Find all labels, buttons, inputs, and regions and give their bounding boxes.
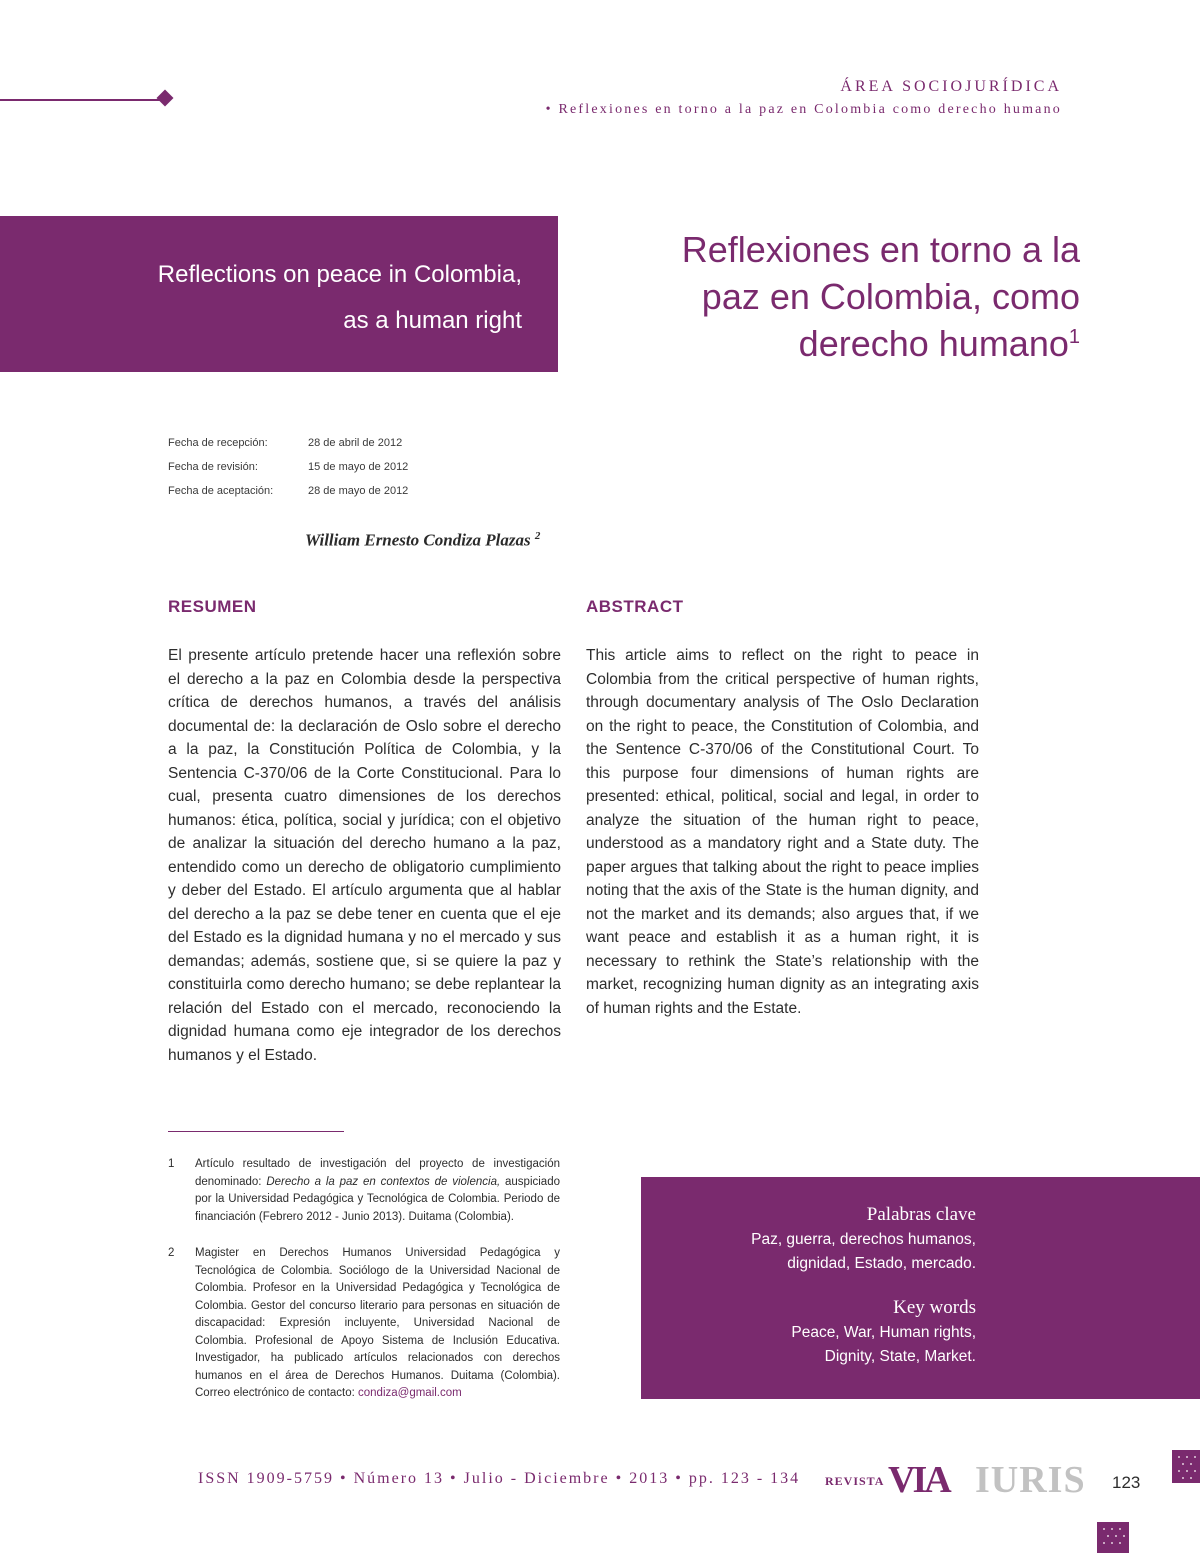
english-title-line-2: as a human right <box>343 307 522 334</box>
author-name: William Ernesto Condiza Plazas <box>305 530 531 550</box>
english-title-line-1: Reflections on peace in Colombia, <box>157 261 522 288</box>
footnote-text-part: Magister en Derechos Humanos Universidad Pedagógica y Tecnológica de Colombia. Sociólogo de la Universidad Nacional de Colombia. Profesor en la Universidad Pedagógica y Tecnológica de Colombia. Gestor del concurso literario para personas en situación de discapacidad: Expresión incluyente, Universidad Nacional de Colombia. Profesional de Apoyo Sistema de Inclusión Educativa. Investigador, ha publicado artículos relacionados con derechos humanos en el área de Derechos Humanos. Duitama (Colombia). Correo electrónico de contacto: <box>195 1247 560 1399</box>
spanish-title-line-1: Reflexiones en torno a la <box>681 229 1080 270</box>
journal-logo-via: VIA <box>888 1459 949 1501</box>
date-label: Fecha de recepción: <box>168 437 268 449</box>
date-label: Fecha de aceptación: <box>168 485 274 497</box>
page-number: 123 <box>1112 1473 1141 1492</box>
date-revised-row <box>168 461 408 473</box>
date-accepted-row <box>168 485 408 497</box>
date-received-row <box>168 437 402 449</box>
footnote-project-title: Derecho a la paz en contextos de violencia, <box>266 1175 501 1188</box>
contact-email-link[interactable]: condiza@gmail.com <box>358 1387 462 1399</box>
footnote-2 <box>168 1245 560 1403</box>
issn-line: ISSN 1909-5759 • Número 13 • Julio - Diciembre • 2013 • pp. 123 - 134 <box>198 1470 801 1487</box>
revista-label: REVISTA <box>825 1474 885 1488</box>
keywords-es <box>646 1228 976 1275</box>
footnote-text <box>195 1156 560 1226</box>
author-line <box>305 530 540 551</box>
header-rule-line <box>0 99 160 101</box>
english-title <box>158 252 522 344</box>
footnote-rule <box>168 1131 344 1132</box>
footnote-number: 2 <box>168 1247 175 1259</box>
footnote-text-part: Artículo resultado de investigación del proyecto de investigación denominado: <box>195 1158 560 1188</box>
keywords-es-line-1: Paz, guerra, derechos humanos, <box>751 1231 976 1248</box>
date-value: 28 de mayo de 2012 <box>308 485 409 497</box>
resumen-heading: RESUMEN <box>168 597 257 616</box>
keywords-es-line-2: dignidad, Estado, mercado. <box>787 1254 976 1272</box>
spanish-title-line-2: paz en Colombia, como <box>701 276 1080 317</box>
running-title: • Reflexiones en torno a la paz en Colombia como derecho humano <box>545 102 1062 117</box>
title-footnote-mark[interactable]: 1 <box>1068 326 1080 348</box>
date-value: 28 de abril de 2012 <box>308 437 403 449</box>
footnote-text <box>195 1245 560 1403</box>
date-value: 15 de mayo de 2012 <box>308 461 409 473</box>
corner-pattern-icon <box>1172 1450 1200 1483</box>
keywords-en-line-2: Dignity, State, Market. <box>824 1347 976 1365</box>
journal-logo-iuris: IURIS <box>975 1459 1086 1501</box>
english-title-banner <box>0 216 558 372</box>
diamond-icon <box>157 90 174 107</box>
keywords-box <box>641 1177 1200 1399</box>
spanish-title-line-3 <box>560 320 1080 367</box>
corner-pattern-icon <box>1097 1522 1129 1553</box>
author-footnote-mark[interactable]: 2 <box>534 530 541 542</box>
section-label: ÁREA SOCIOJURÍDICA <box>840 78 1062 95</box>
spanish-title <box>560 226 1080 367</box>
abstract-heading: ABSTRACT <box>586 597 684 616</box>
footnote-number: 1 <box>168 1158 175 1170</box>
keywords-en-line-1: Peace, War, Human rights, <box>791 1324 976 1341</box>
footnote-1 <box>168 1156 560 1226</box>
keywords-es-heading: Palabras clave <box>866 1204 976 1225</box>
footnote-text-part: auspiciado por la Universidad Pedagógica y Tecnológica de Colombia. Periodo de financiación (Febrero 2012 - Junio 2013). Duitama (Colombia). <box>195 1175 560 1223</box>
resumen-text: El presente artículo pretende hacer una reflexión sobre el derecho a la paz en Colombia desde la perspectiva crítica de derechos humanos, a través del análisis documental de: la declaración de Oslo sobre el derecho a la paz, la Constitución Política de Colombia, y la Sentencia C-370/06 de la Corte Constitucional. Para lo cual, presenta cuatro dimensiones de los derechos humanos: ética, política, social y jurídica; con el objetivo de analizar la situación del derecho humano a la paz, entendido como un derecho de obligatorio cumplimiento y deber del Estado. El artículo argumenta que al hablar del derecho a la paz se debe tener en cuenta que el eje del Estado es la dignidad humana y no el mercado y sus demandas; además, sostiene que, si se quiere la paz y constituirla como derecho humano; se debe replantear la relación del Estado con el mercado, reconociendo la dignidad humana como eje integrador de los derechos humanos y el Estado. <box>168 647 561 1064</box>
abstract-text: This article aims to reflect on the right to peace in Colombia from the critical perspective of human rights, through documentary analysis of The Oslo Declaration on the right to peace, the Constitution of Colombia, and the Sentence C-370/06 of the Constitutional Court. To this purpose four dimensions of human rights are presented: ethical, political, social and legal, in order to analyze the situation of the human right to peace, understood as a mandatory right and a State duty. The paper argues that talking about the right to peace implies noting that the axis of the State is the human dignity, and not the market and its demands; also argues that, if we want peace and establish it as a human right, it is necessary to rethink the State’s relationship with the market, recognizing human dignity as an integrating axis of human rights and the Estate. <box>586 647 979 1017</box>
keywords-en-heading: Key words <box>893 1297 976 1318</box>
keywords-en <box>646 1321 976 1368</box>
spanish-title-line-3-text: derecho humano <box>798 323 1069 364</box>
date-label: Fecha de revisión: <box>168 461 258 473</box>
